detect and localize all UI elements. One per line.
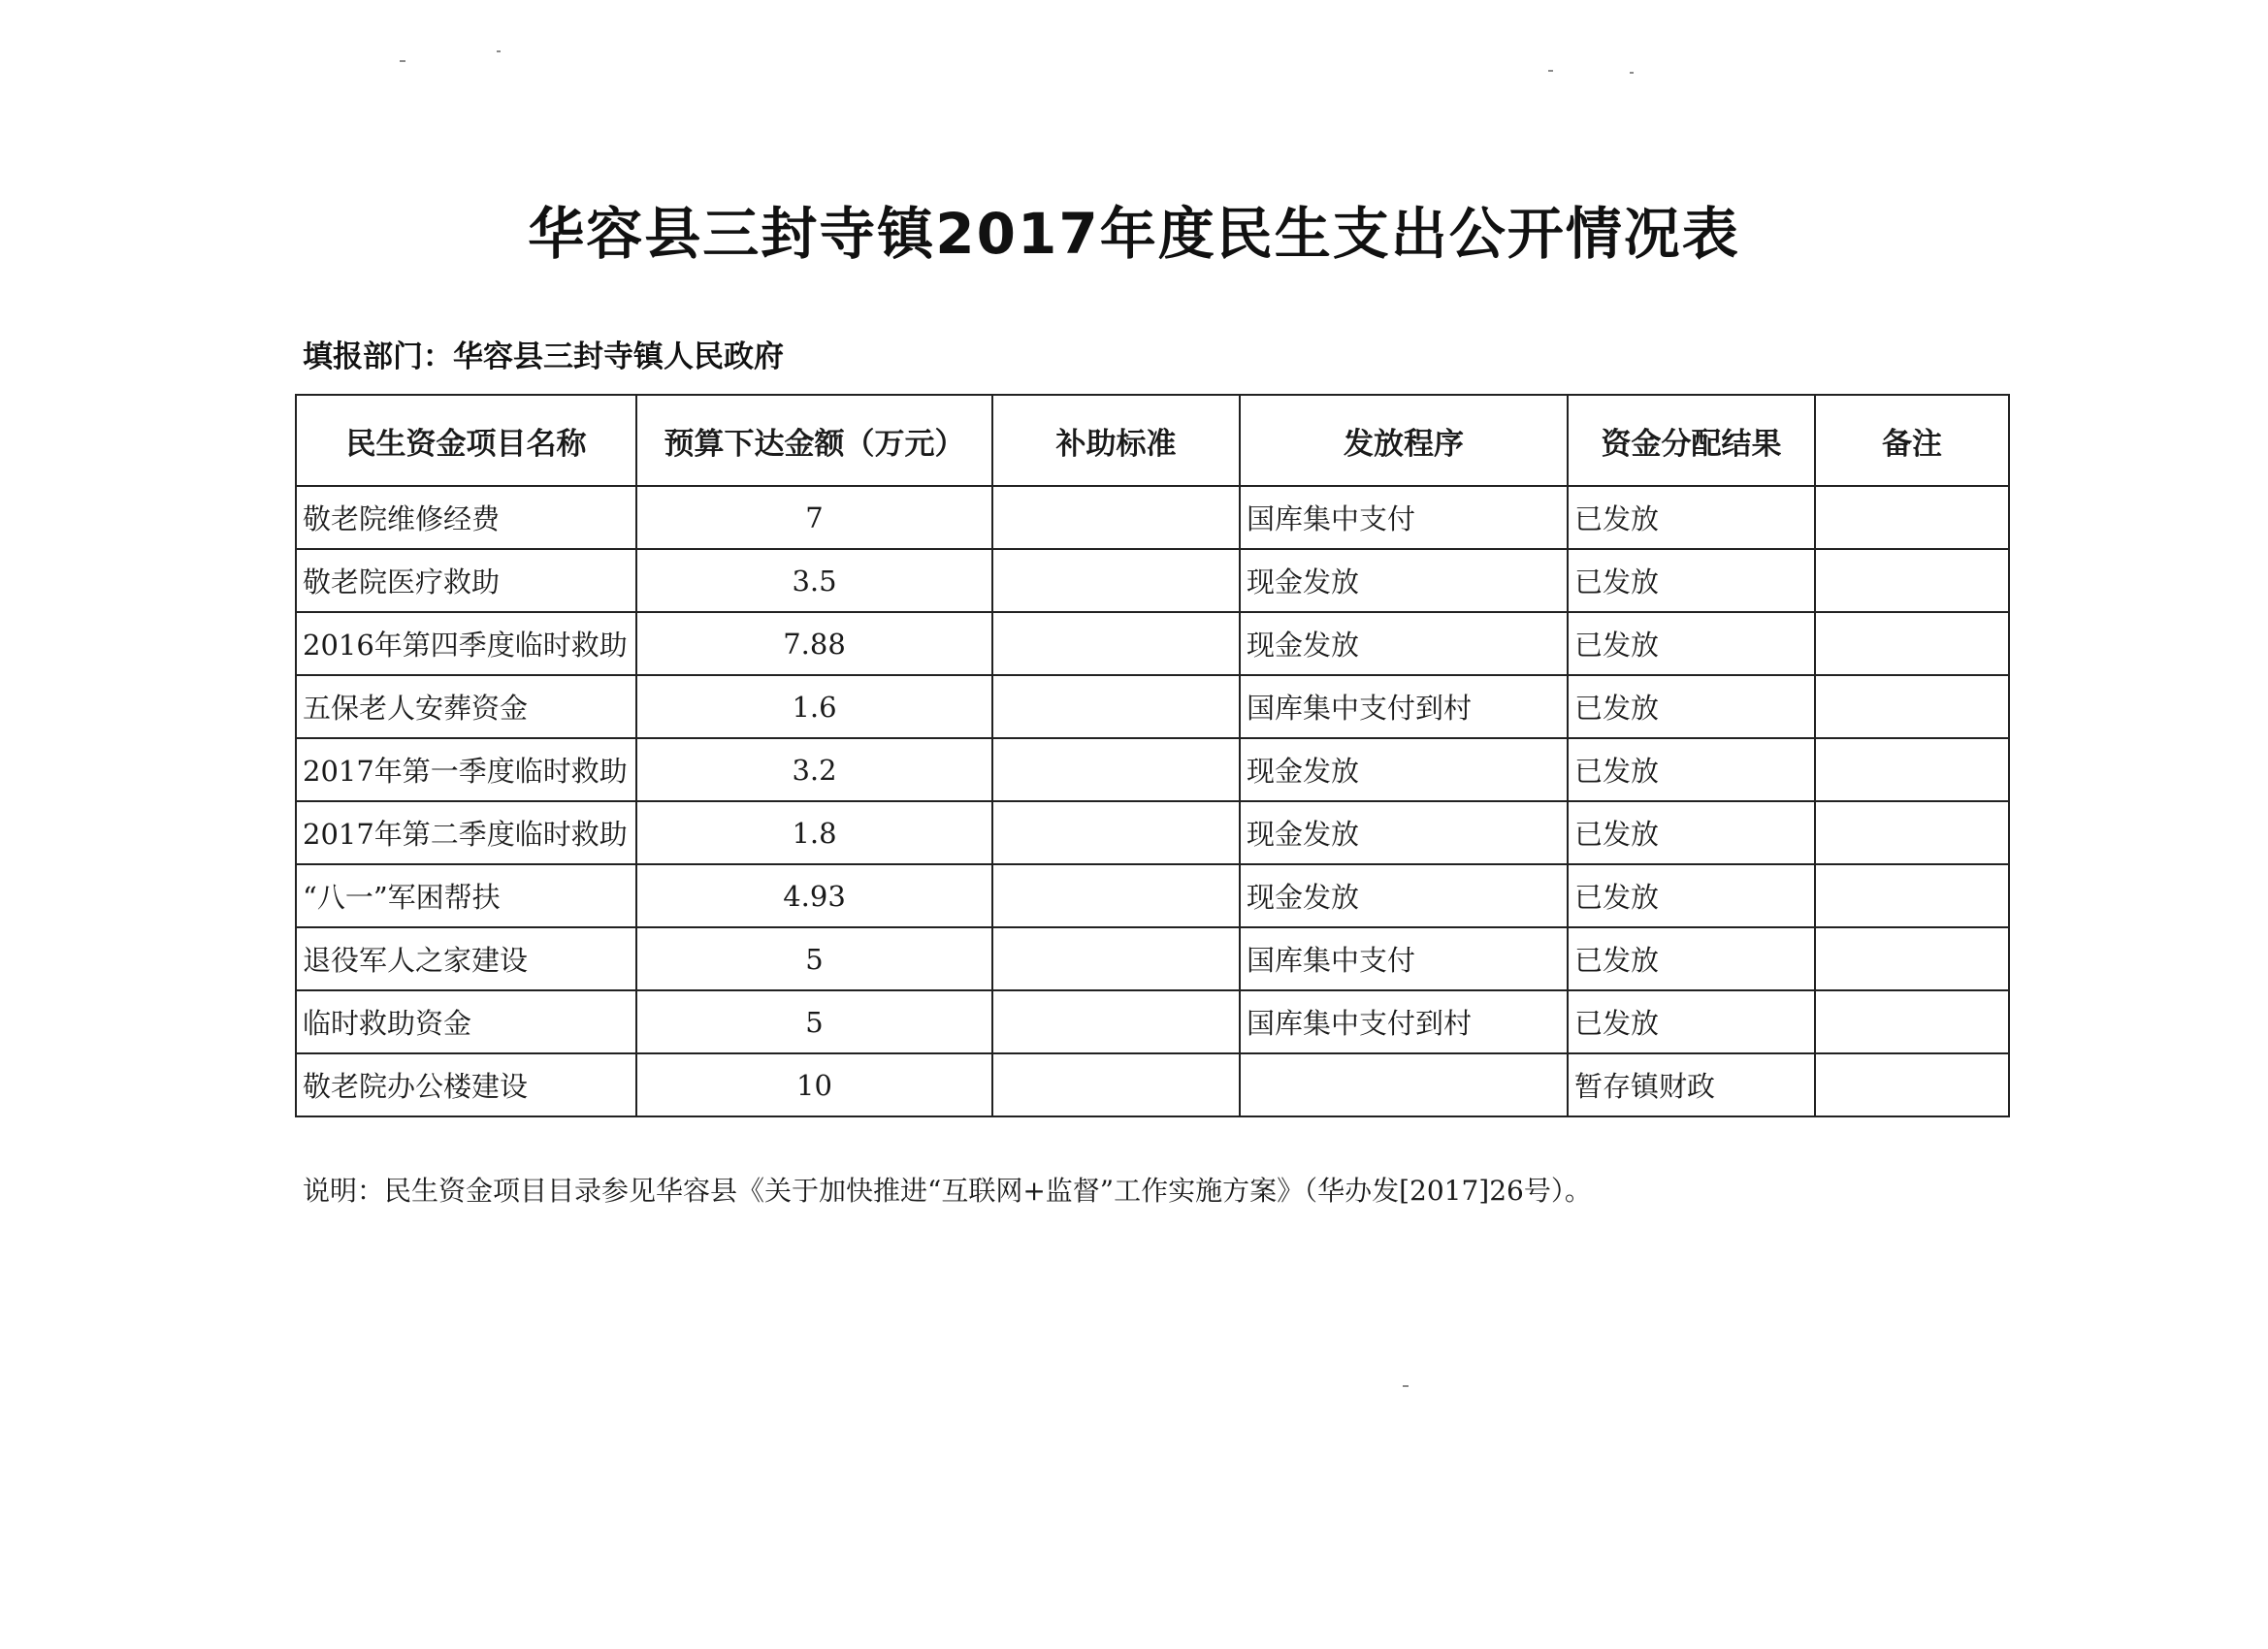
scan-speck (1403, 1385, 1409, 1387)
scan-speck (1548, 70, 1553, 72)
cell-allocation-result: 已发放 (1568, 675, 1815, 738)
table-row (296, 990, 2009, 1053)
cell-distribution-procedure: 现金发放 (1240, 801, 1568, 864)
cell-distribution-procedure: 国库集中支付 (1240, 486, 1568, 549)
table-row (296, 675, 2009, 738)
table-row (296, 738, 2009, 801)
cell-allocation-result: 已发放 (1568, 738, 1815, 801)
cell-distribution-procedure: 现金发放 (1240, 549, 1568, 612)
table-row (296, 801, 2009, 864)
cell-budget-amount: 7.88 (636, 612, 992, 675)
cell-allocation-result: 已发放 (1568, 990, 1815, 1053)
cell-allocation-result: 已发放 (1568, 612, 1815, 675)
scan-speck (1630, 72, 1634, 74)
cell-distribution-procedure: 国库集中支付到村 (1240, 675, 1568, 738)
cell-allocation-result: 已发放 (1568, 864, 1815, 927)
cell-budget-amount: 1.8 (636, 801, 992, 864)
cell-project-name: 临时救助资金 (296, 990, 636, 1053)
cell-remarks (1815, 801, 2009, 864)
livelihood-expenditure-table (295, 394, 2010, 1117)
table-row (296, 549, 2009, 612)
cell-budget-amount: 7 (636, 486, 992, 549)
table-row (296, 927, 2009, 990)
cell-remarks (1815, 486, 2009, 549)
header-budget-amount: 预算下达金额（万元） (636, 395, 992, 486)
cell-budget-amount: 3.2 (636, 738, 992, 801)
cell-project-name: 退役军人之家建设 (296, 927, 636, 990)
cell-distribution-procedure: 国库集中支付到村 (1240, 990, 1568, 1053)
cell-allocation-result: 已发放 (1568, 486, 1815, 549)
cell-subsidy-standard (992, 486, 1240, 549)
cell-budget-amount: 5 (636, 990, 992, 1053)
cell-remarks (1815, 612, 2009, 675)
cell-remarks (1815, 675, 2009, 738)
document-title: 华容县三封寺镇2017年度民生支出公开情况表 (528, 201, 1740, 267)
cell-allocation-result: 已发放 (1568, 801, 1815, 864)
table-header-row (296, 395, 2009, 486)
cell-budget-amount: 5 (636, 927, 992, 990)
cell-project-name: “八一”军困帮扶 (296, 864, 636, 927)
table-row (296, 1053, 2009, 1116)
header-remarks: 备注 (1815, 395, 2009, 486)
header-subsidy-standard: 补助标准 (992, 395, 1240, 486)
cell-subsidy-standard (992, 612, 1240, 675)
cell-subsidy-standard (992, 864, 1240, 927)
cell-allocation-result: 已发放 (1568, 549, 1815, 612)
cell-distribution-procedure: 国库集中支付 (1240, 927, 1568, 990)
cell-remarks (1815, 1053, 2009, 1116)
cell-subsidy-standard (992, 675, 1240, 738)
cell-distribution-procedure: 现金发放 (1240, 738, 1568, 801)
table-row (296, 612, 2009, 675)
cell-budget-amount: 4.93 (636, 864, 992, 927)
cell-project-name: 五保老人安葬资金 (296, 675, 636, 738)
cell-budget-amount: 10 (636, 1053, 992, 1116)
cell-project-name: 敬老院维修经费 (296, 486, 636, 549)
header-allocation-result: 资金分配结果 (1568, 395, 1815, 486)
header-distribution-procedure: 发放程序 (1240, 395, 1568, 486)
cell-remarks (1815, 864, 2009, 927)
cell-allocation-result: 已发放 (1568, 927, 1815, 990)
cell-remarks (1815, 549, 2009, 612)
cell-project-name: 2017年第二季度临时救助 (296, 801, 636, 864)
cell-remarks (1815, 927, 2009, 990)
cell-distribution-procedure: 现金发放 (1240, 612, 1568, 675)
cell-subsidy-standard (992, 549, 1240, 612)
reporting-department: 填报部门：华容县三封寺镇人民政府 (303, 340, 784, 374)
cell-distribution-procedure: 现金发放 (1240, 864, 1568, 927)
cell-budget-amount: 1.6 (636, 675, 992, 738)
cell-project-name: 2016年第四季度临时救助 (296, 612, 636, 675)
cell-subsidy-standard (992, 738, 1240, 801)
cell-allocation-result: 暂存镇财政 (1568, 1053, 1815, 1116)
scan-speck (400, 60, 405, 62)
cell-budget-amount: 3.5 (636, 549, 992, 612)
cell-subsidy-standard (992, 990, 1240, 1053)
cell-remarks (1815, 990, 2009, 1053)
cell-distribution-procedure (1240, 1053, 1568, 1116)
cell-project-name: 2017年第一季度临时救助 (296, 738, 636, 801)
table-row (296, 486, 2009, 549)
cell-subsidy-standard (992, 801, 1240, 864)
cell-remarks (1815, 738, 2009, 801)
cell-subsidy-standard (992, 927, 1240, 990)
table-row (296, 864, 2009, 927)
scan-speck (497, 50, 501, 52)
cell-project-name: 敬老院办公楼建设 (296, 1053, 636, 1116)
footnote: 说明：民生资金项目目录参见华容县《关于加快推进“互联网+监督”工作实施方案》（华办发[2017]26号）。 (303, 1175, 1592, 1207)
cell-project-name: 敬老院医疗救助 (296, 549, 636, 612)
header-project-name: 民生资金项目名称 (296, 395, 636, 486)
cell-subsidy-standard (992, 1053, 1240, 1116)
